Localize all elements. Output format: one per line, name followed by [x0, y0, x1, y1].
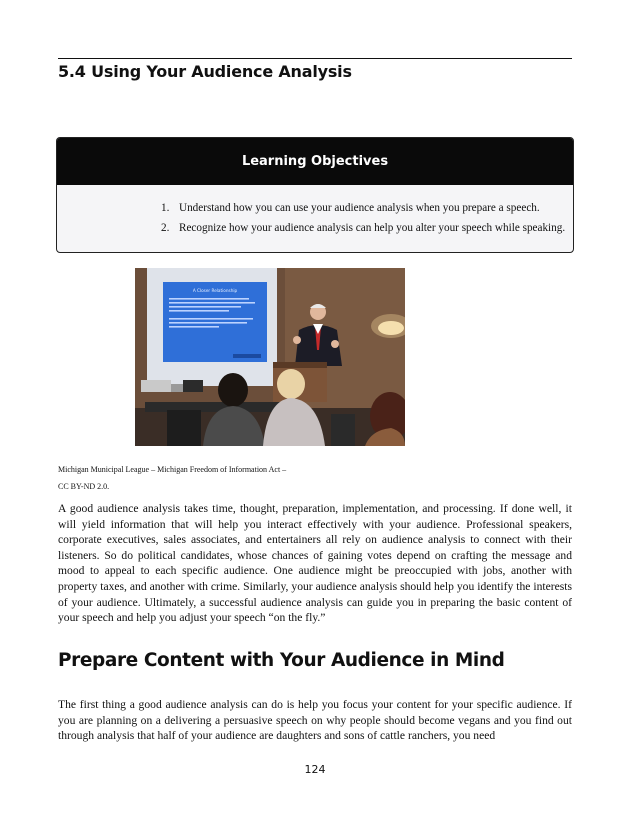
audience-head [218, 373, 248, 407]
podium-top [273, 362, 327, 368]
list-item [57, 198, 573, 218]
slide-logo [233, 354, 261, 358]
page-number: 124 [304, 763, 326, 776]
slide-line [169, 326, 219, 328]
table [145, 402, 285, 412]
slide-title: A Closer Relationship [192, 288, 238, 293]
list-item-text: Recognize how your audience analysis can help you alter your speech while speaking. [179, 222, 566, 234]
figure-caption-line: Michigan Municipal League – Michigan Freedom of Information Act – [58, 465, 287, 474]
slide-line [169, 318, 253, 320]
slide-line [169, 298, 249, 300]
speaker-hand [293, 336, 301, 344]
slide-line [169, 322, 247, 324]
top-rule [58, 58, 572, 59]
list-item [57, 218, 573, 238]
chair [331, 414, 355, 446]
list-item-number: 1. [161, 202, 170, 214]
figure-caption-line: CC BY-ND 2.0. [58, 482, 110, 491]
chair [167, 410, 201, 446]
speaker-photo [135, 268, 405, 446]
figure-caption [58, 461, 418, 495]
section-title: 5.4 Using Your Audience Analysis [58, 62, 352, 81]
list-item-text: Understand how you can use your audience analysis when you prepare a speech. [179, 202, 540, 214]
learning-objectives-list [57, 198, 573, 238]
speaker-hand [331, 340, 339, 348]
laptop [183, 380, 203, 392]
speaker-photo-illustration [135, 268, 405, 446]
projector [141, 380, 171, 392]
learning-objectives-title: Learning Objectives [241, 154, 389, 169]
list-item-number: 2. [161, 222, 170, 234]
body-paragraph: A good audience analysis takes time, thought, preparation, implementation, and processing. If done well, it will yield information that will help you interact effectively with your audience. Professional speakers, corporate executives, sales associates, and entertainers all rely on audience analysis to connect with their listeners. So do political candidates, whose chances of gaining votes depend on crafting the message and mood to appeal to each specific audience. One audience might be preoccupied with jobs, another with property taxes, and another with crime. Similarly, your audience analysis should help you identify the interests of your audience. Ultimately, a successful audience analysis can guide you in preparing the basic content of your speech and help you adjust your speech “on the fly.” [58, 502, 572, 625]
learning-objectives-box [56, 137, 574, 253]
body-paragraph: The first thing a good audience analysis can do is help you focus your content for your specific audience. If you are planning on a delivering a persuasive speech on why people should become vegans and you find out through analysis that half of your audience are daughters and sons of cattle ranchers, you need [58, 698, 572, 743]
slide-line [169, 306, 241, 308]
slide-line [169, 302, 255, 304]
slide-line [169, 310, 229, 312]
subheading: Prepare Content with Your Audience in Mind [58, 650, 505, 671]
audience-head [277, 369, 305, 399]
learning-objectives-header [57, 138, 573, 185]
